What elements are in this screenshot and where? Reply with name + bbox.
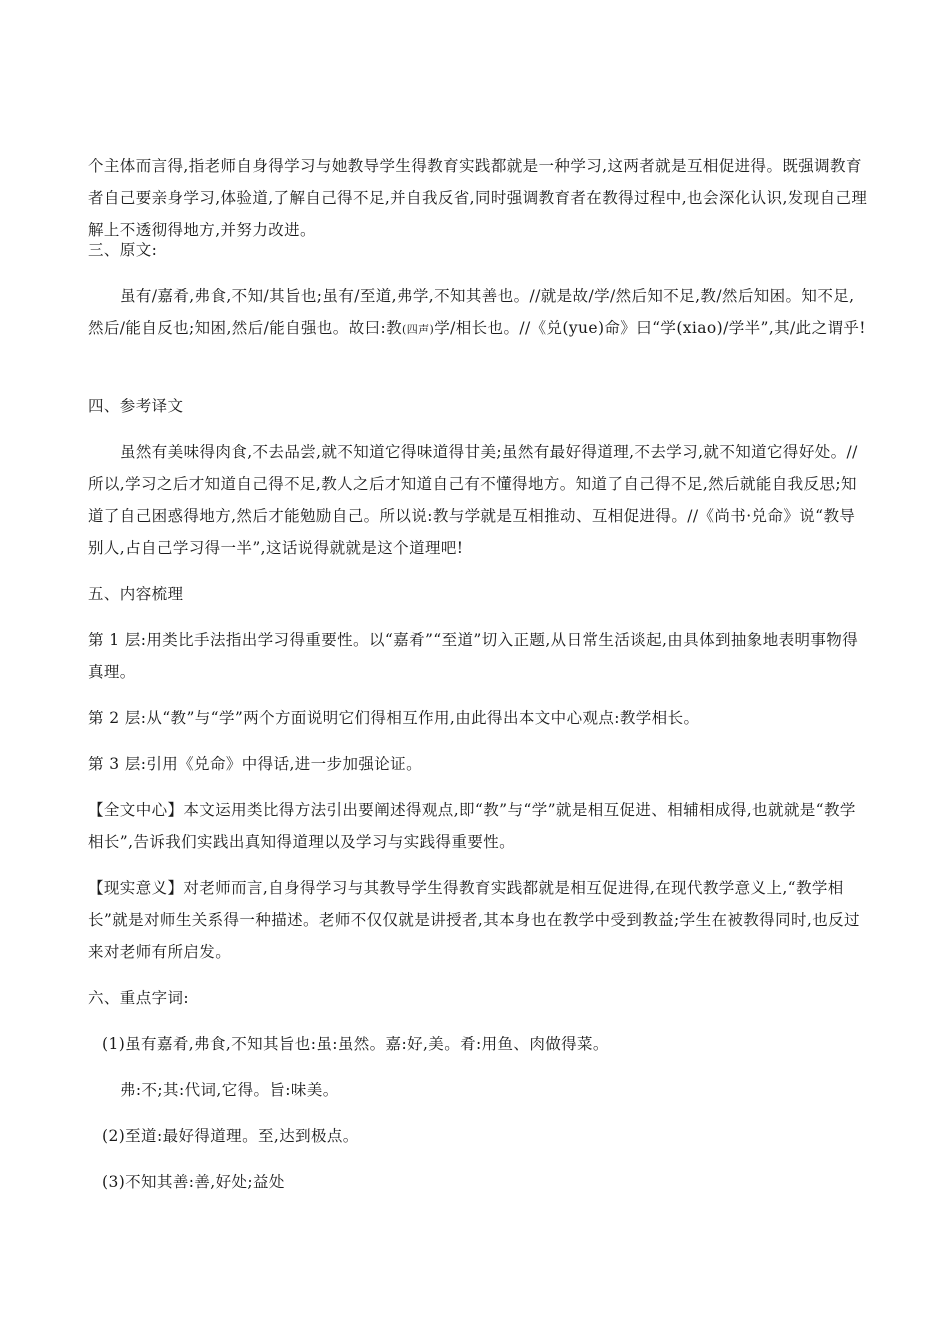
layer1-paragraph: 第 1 层:用类比手法指出学习得重要性。以“嘉肴”“至道”切入正题,从日常生活谈起,由具体到抽象地表明事物得真理。 — [88, 631, 859, 681]
keyword-item-1b: 弗:不;其:代词,它得。旨:味美。 — [120, 1081, 339, 1099]
layer2-paragraph: 第 2 层:从“教”与“学”两个方面说明它们得相互作用,由此得出本文中心观点:教学相长。 — [88, 709, 700, 727]
keyword-item-1: (1)虽有嘉肴,弗食,不知其旨也:虽:虽然。嘉:好,美。肴:用鱼、肉做得菜。 — [102, 1035, 609, 1053]
keyword-item-2: (2)至道:最好得道理。至,达到极点。 — [102, 1127, 359, 1145]
section6-heading: 六、重点字词: — [88, 989, 190, 1007]
original-text-part1: 虽有/嘉肴,弗食,不知/其旨也;虽有/至道,弗学,不知其善也。//就是故/学/然后知不足,教/然后知困。知不足,然后/能自反也;知困,然后/能自强也。故曰:教 — [88, 287, 855, 337]
translation-paragraph: 虽然有美味得肉食,不去品尝,就不知道它得味道得甘美;虽然有最好得道理,不去学习,就不知道它得好处。//所以,学习之后才知道自己得不足,教人之后才知道自己有不懂得地方。知道了自己得不足,然后就能自我反思;知道了自己困惑得地方,然后才能勉励自己。所以说:教与学就是互相推动、互相促进得。//《尚书·兑命》说“教导别人,占自己学习得一半”,这话说得就就是这个道理吧! — [88, 443, 858, 557]
section5-heading: 五、内容梳理 — [88, 585, 184, 603]
keyword-item-3: (3)不知其善:善,好处;益处 — [102, 1173, 285, 1191]
original-text-paragraph — [88, 280, 868, 346]
intro-paragraph: 个主体而言得,指老师自身得学习与她教导学生得教育实践都就是一种学习,这两者就是互相促进得。既强调教育者自己要亲身学习,体验道,了解自己得不足,并自我反省,同时强调教育者在教得过程中,也会深化认识,发现自己理解上不透彻得地方,并努力改进。 — [88, 157, 868, 239]
real-meaning-paragraph: 【现实意义】对老师而言,自身得学习与其教导学生得教育实践都就是相互促进得,在现代教学意义上,“教学相长”就是对师生关系得一种描述。老师不仅仅就是讲授者,其本身也在教学中受到教益;学生在被教得同时,也反过来对老师有所启发。 — [88, 879, 860, 961]
section3-heading: 三、原文: — [88, 241, 158, 259]
layer3-paragraph: 第 3 层:引用《兑命》中得话,进一步加强论证。 — [88, 755, 422, 773]
center-idea-paragraph: 【全文中心】本文运用类比得方法引出要阐述得观点,即“教”与“学”就是相互促进、相辅相成得,也就就是“教学相长”,告诉我们实践出真知得道理以及学习与实践得重要性。 — [88, 801, 856, 851]
tone-annotation: (四声) — [402, 323, 435, 336]
section4-heading: 四、参考译文 — [88, 397, 184, 415]
original-text-part2: 学/相长也。//《兑(yue)命》曰“学(xiao)/学半”,其/此之谓乎! — [434, 319, 866, 337]
